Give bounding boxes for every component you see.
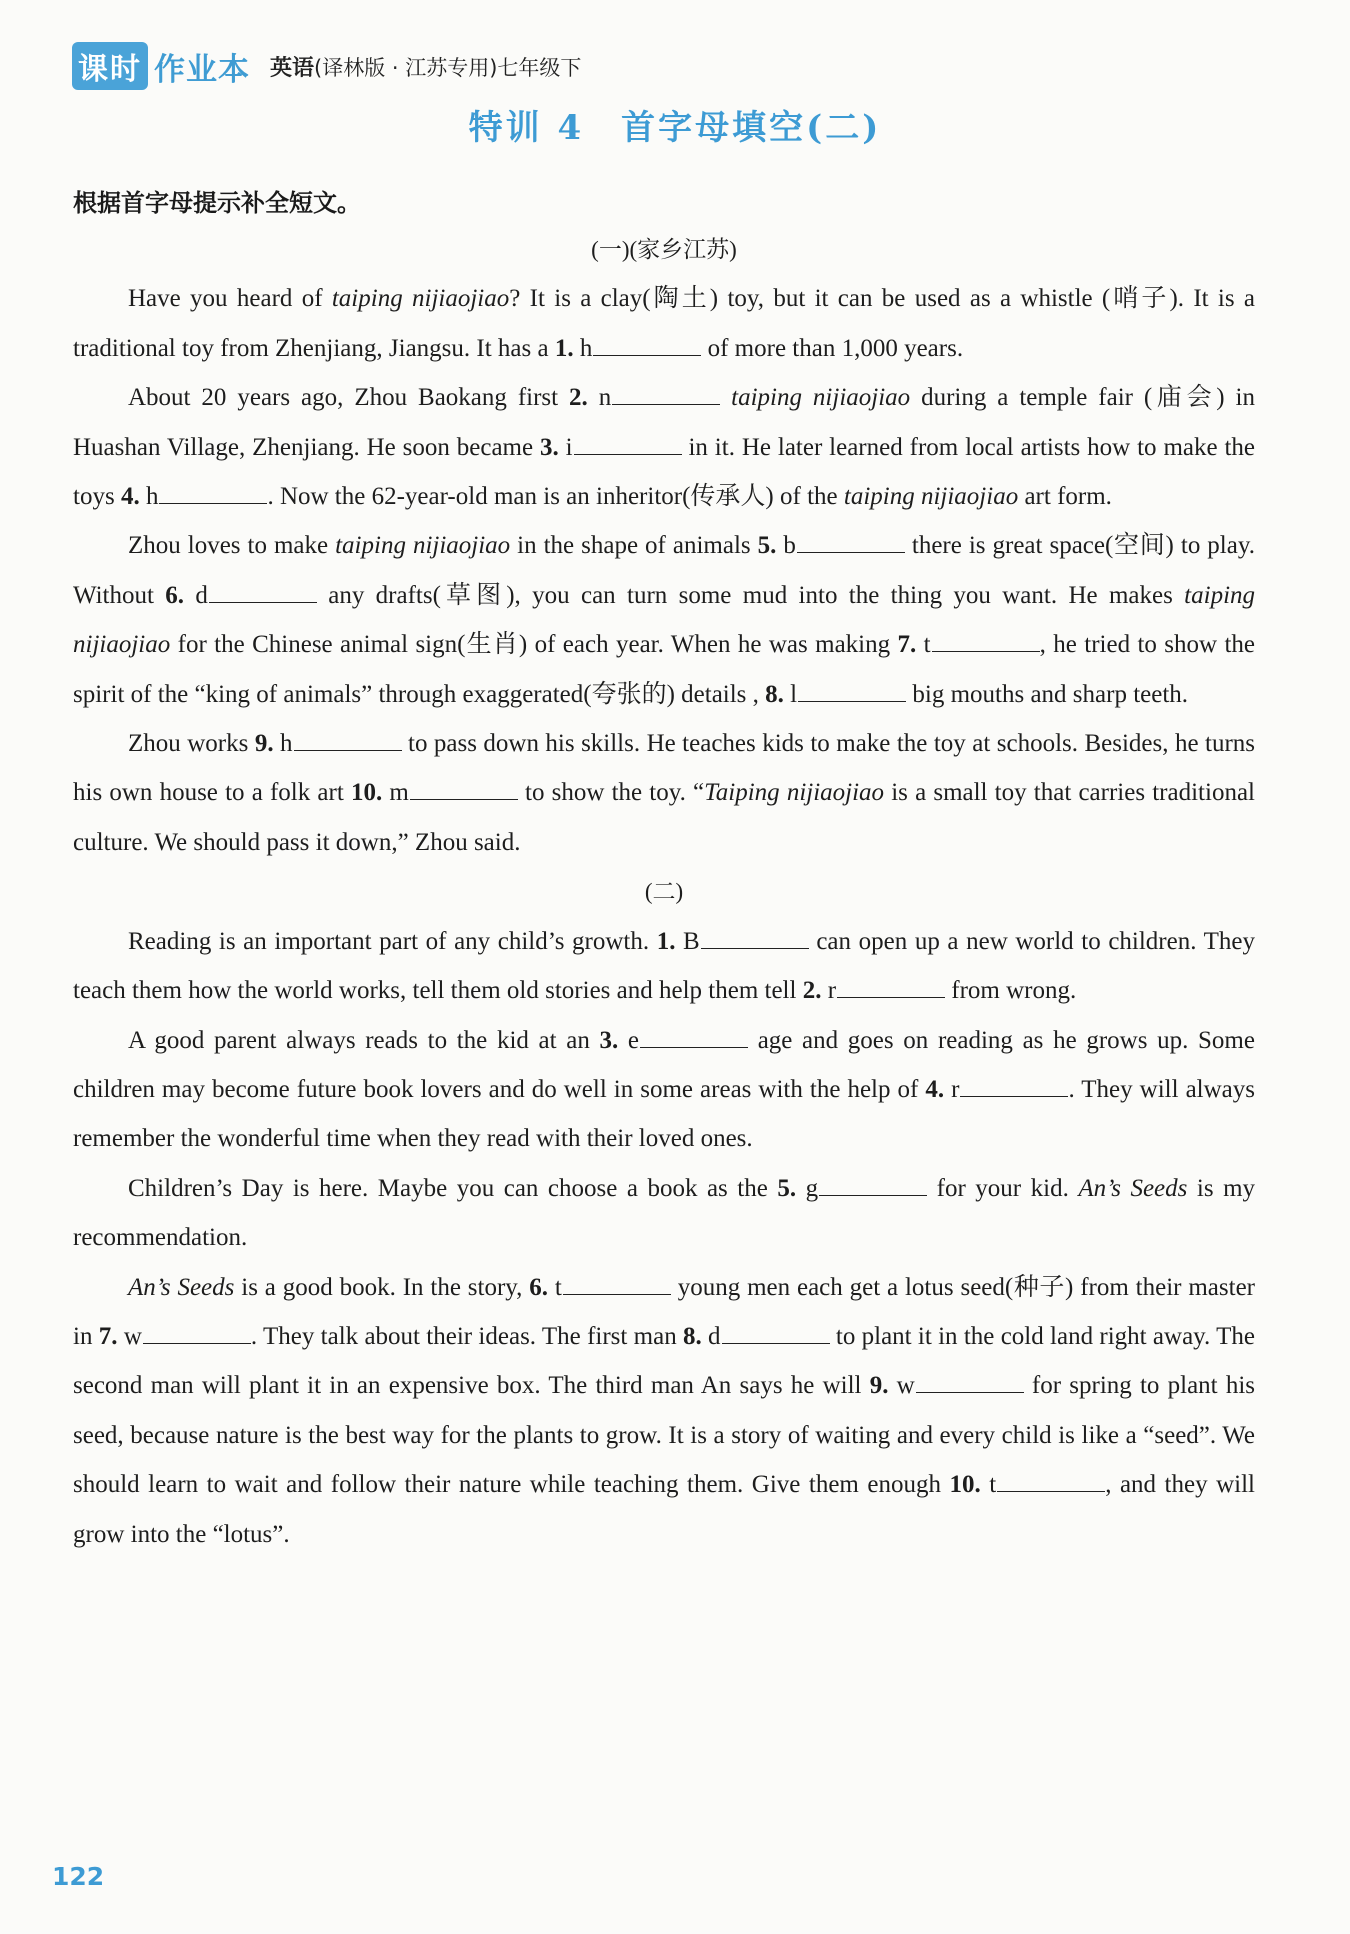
answer-blank <box>563 1269 671 1295</box>
text-run: t <box>548 1273 562 1301</box>
question-number: 8. <box>765 680 784 708</box>
question-number: 8. <box>683 1322 702 1350</box>
text-run: age and goes on reading as he grows up. Some children may become future book lovers and do well in some areas with the help of <box>73 1026 1255 1103</box>
text-run: is my recommendation. <box>73 1174 1256 1252</box>
passage-one <box>73 274 1255 867</box>
italic-term: taiping nijiaojiao <box>731 384 911 412</box>
italic-term: taiping nijiaojiao <box>73 581 1256 659</box>
question-number: 1. <box>554 334 574 362</box>
text-run: big mouths and sharp teeth. <box>906 680 1189 708</box>
text-run: Children’s Day is here. Maybe you can choose a book as the <box>128 1174 778 1202</box>
question-number: 1. <box>656 927 676 955</box>
text-run: to pass down his skills. He teaches kids to make the toy at schools. Besides, he turns his own house to a folk art <box>73 730 1256 807</box>
text-run: e <box>618 1026 640 1054</box>
answer-blank <box>997 1466 1105 1492</box>
question-number: 5. <box>757 532 777 560</box>
text-run: d <box>701 1322 721 1350</box>
question-number: 7. <box>897 631 917 659</box>
text-run: i <box>558 433 573 461</box>
text-run: w <box>117 1322 142 1350</box>
question-number: 3. <box>540 433 559 461</box>
text-run: Reading is an important part of any child’s growth. <box>128 927 657 955</box>
question-number: 3. <box>599 1026 619 1054</box>
question-number: 9. <box>869 1372 889 1400</box>
answer-blank <box>797 527 905 553</box>
text-run: to show the toy. “ <box>517 779 705 807</box>
answer-blank <box>159 478 267 504</box>
passage-two <box>73 917 1255 1559</box>
text-run: Zhou loves to make <box>128 532 336 560</box>
italic-term: taiping nijiaojiao <box>843 483 1019 511</box>
answer-blank <box>640 1022 748 1048</box>
text-run: h <box>273 730 293 758</box>
question-number: 4. <box>925 1075 945 1103</box>
paragraph <box>73 274 1255 373</box>
text-run: t <box>980 1471 997 1499</box>
answer-blank <box>916 1367 1024 1393</box>
question-number: 2. <box>569 384 588 412</box>
subject-main: 英语 <box>270 55 315 81</box>
italic-term: taiping nijiaojiao <box>335 532 511 560</box>
answer-blank <box>294 725 402 751</box>
text-run: h <box>573 334 593 362</box>
text-run: h <box>139 483 159 511</box>
answer-blank <box>701 923 809 949</box>
instruction-text: 根据首字母提示补全短文。 <box>73 189 361 217</box>
text-run: m <box>382 779 409 807</box>
italic-term: Taiping nijiaojiao <box>704 779 885 807</box>
text-run: to plant it in the cold land right away. The second man will plant it in an expensive box. The third man An says he will <box>73 1322 1256 1400</box>
text-run: About 20 years ago, Zhou Baokang first <box>128 384 570 412</box>
text-run: A good parent always reads to the kid at an <box>128 1026 600 1054</box>
text-run: r <box>944 1075 960 1103</box>
question-number: 5. <box>777 1174 797 1202</box>
text-run: t <box>916 631 931 659</box>
text-run: b <box>776 532 796 560</box>
text-run: . They will always remember the wonderful time when they read with their loved ones. <box>73 1075 1256 1153</box>
text-run: for spring to plant his seed, because nature is the best way for the plants to grow. It is a story of waiting and every child is like a “seed”. We should learn to wait and follow their nature while teaching them. Give them enough <box>73 1372 1255 1499</box>
text-run: in the shape of animals <box>510 532 758 560</box>
text-run: d <box>184 581 208 609</box>
text-run: of more than 1,000 years. <box>701 334 964 362</box>
question-number: 6. <box>529 1273 549 1301</box>
text-run: g <box>796 1174 819 1202</box>
paragraph <box>73 521 1255 719</box>
book-logo-text: 作业本 <box>154 51 250 88</box>
answer-blank <box>612 379 720 405</box>
text-run: from wrong. <box>945 977 1077 1005</box>
question-number: 7. <box>98 1322 118 1350</box>
italic-term: An’s Seeds <box>1078 1174 1188 1202</box>
text-run: Have you heard of <box>128 285 332 313</box>
text-run: can open up a new world to children. They teach them how the world works, tell them old stories and help them tell <box>73 927 1255 1005</box>
answer-blank <box>593 330 701 356</box>
text-run: Zhou works <box>128 730 255 758</box>
text-run: n <box>587 384 612 412</box>
text-run: w <box>888 1372 915 1400</box>
answer-blank <box>819 1170 927 1196</box>
paragraph <box>73 373 1255 521</box>
question-number: 10. <box>949 1471 981 1499</box>
answer-blank <box>410 774 518 800</box>
text-run: B <box>675 927 700 955</box>
answer-blank <box>932 626 1040 652</box>
book-logo: 课时 <box>72 42 148 90</box>
text-run: , he tried to show the spirit of the “king of animals” through exaggerated(夸张的) details , <box>73 631 1256 708</box>
answer-blank <box>209 577 317 603</box>
text-run: , and they will grow into the “lotus”. <box>73 1471 1255 1548</box>
text-run: there is great space(空间) to play. Without <box>73 532 1255 609</box>
question-number: 9. <box>254 730 274 758</box>
text-run: . They talk about their ideas. The first man <box>250 1322 683 1350</box>
text-run: art form. <box>1018 483 1112 511</box>
subject-detail: (译林版 · 江苏专用)七年级下 <box>314 55 582 80</box>
text-run: r <box>821 977 837 1005</box>
text-run: young men each get a lotus seed(种子) from their master in <box>73 1273 1255 1350</box>
italic-term: taiping nijiaojiao <box>331 285 510 313</box>
paragraph <box>73 1164 1255 1263</box>
answer-blank <box>722 1318 830 1344</box>
text-run: l <box>783 680 798 708</box>
text-run: ? It is a clay(陶土) toy, but it can be used as a whistle (哨子). It is a traditional toy from Zhenjiang, Jiangsu. It has a <box>73 285 1256 362</box>
exercise-content <box>73 225 1255 1559</box>
page-number: 122 <box>52 1862 105 1891</box>
question-number: 2. <box>802 977 822 1005</box>
paragraph <box>73 719 1255 867</box>
text-run: for your kid. <box>927 1174 1079 1202</box>
answer-blank <box>798 676 906 702</box>
text-run: in it. He later learned from local artists how to make the toys <box>73 433 1256 511</box>
subject-line <box>270 51 581 82</box>
question-number: 10. <box>350 779 383 807</box>
answer-blank <box>574 429 682 455</box>
paragraph <box>73 1016 1255 1164</box>
answer-blank <box>960 1071 1068 1097</box>
answer-blank <box>143 1318 251 1344</box>
page-header <box>72 42 581 90</box>
text-run <box>720 384 731 411</box>
answer-blank <box>837 972 945 998</box>
italic-term: An’s Seeds <box>128 1273 235 1301</box>
question-number: 4. <box>120 483 140 511</box>
question-number: 6. <box>165 581 185 609</box>
text-run: during a temple fair (庙会) in Huashan Village, Zhenjiang. He soon became <box>73 384 1255 461</box>
paragraph <box>73 1263 1255 1559</box>
section-two-title: (二) <box>644 879 684 905</box>
text-run: is a good book. In the story, <box>234 1273 530 1301</box>
text-run: . Now the 62-year-old man is an inheritor(传承人) of the <box>267 483 844 511</box>
page-title: 特训 4 首字母填空(二) <box>468 108 882 148</box>
paragraph <box>73 917 1255 1016</box>
text-run: is a small toy that carries traditional culture. We should pass it down,” Zhou said. <box>73 779 1255 856</box>
section-one-title: (一)(家乡江苏) <box>591 237 737 262</box>
text-run: any drafts(草图), you can turn some mud into the thing you want. He makes <box>316 581 1185 609</box>
text-run: for the Chinese animal sign(生肖) of each year. When he was making <box>170 631 898 659</box>
